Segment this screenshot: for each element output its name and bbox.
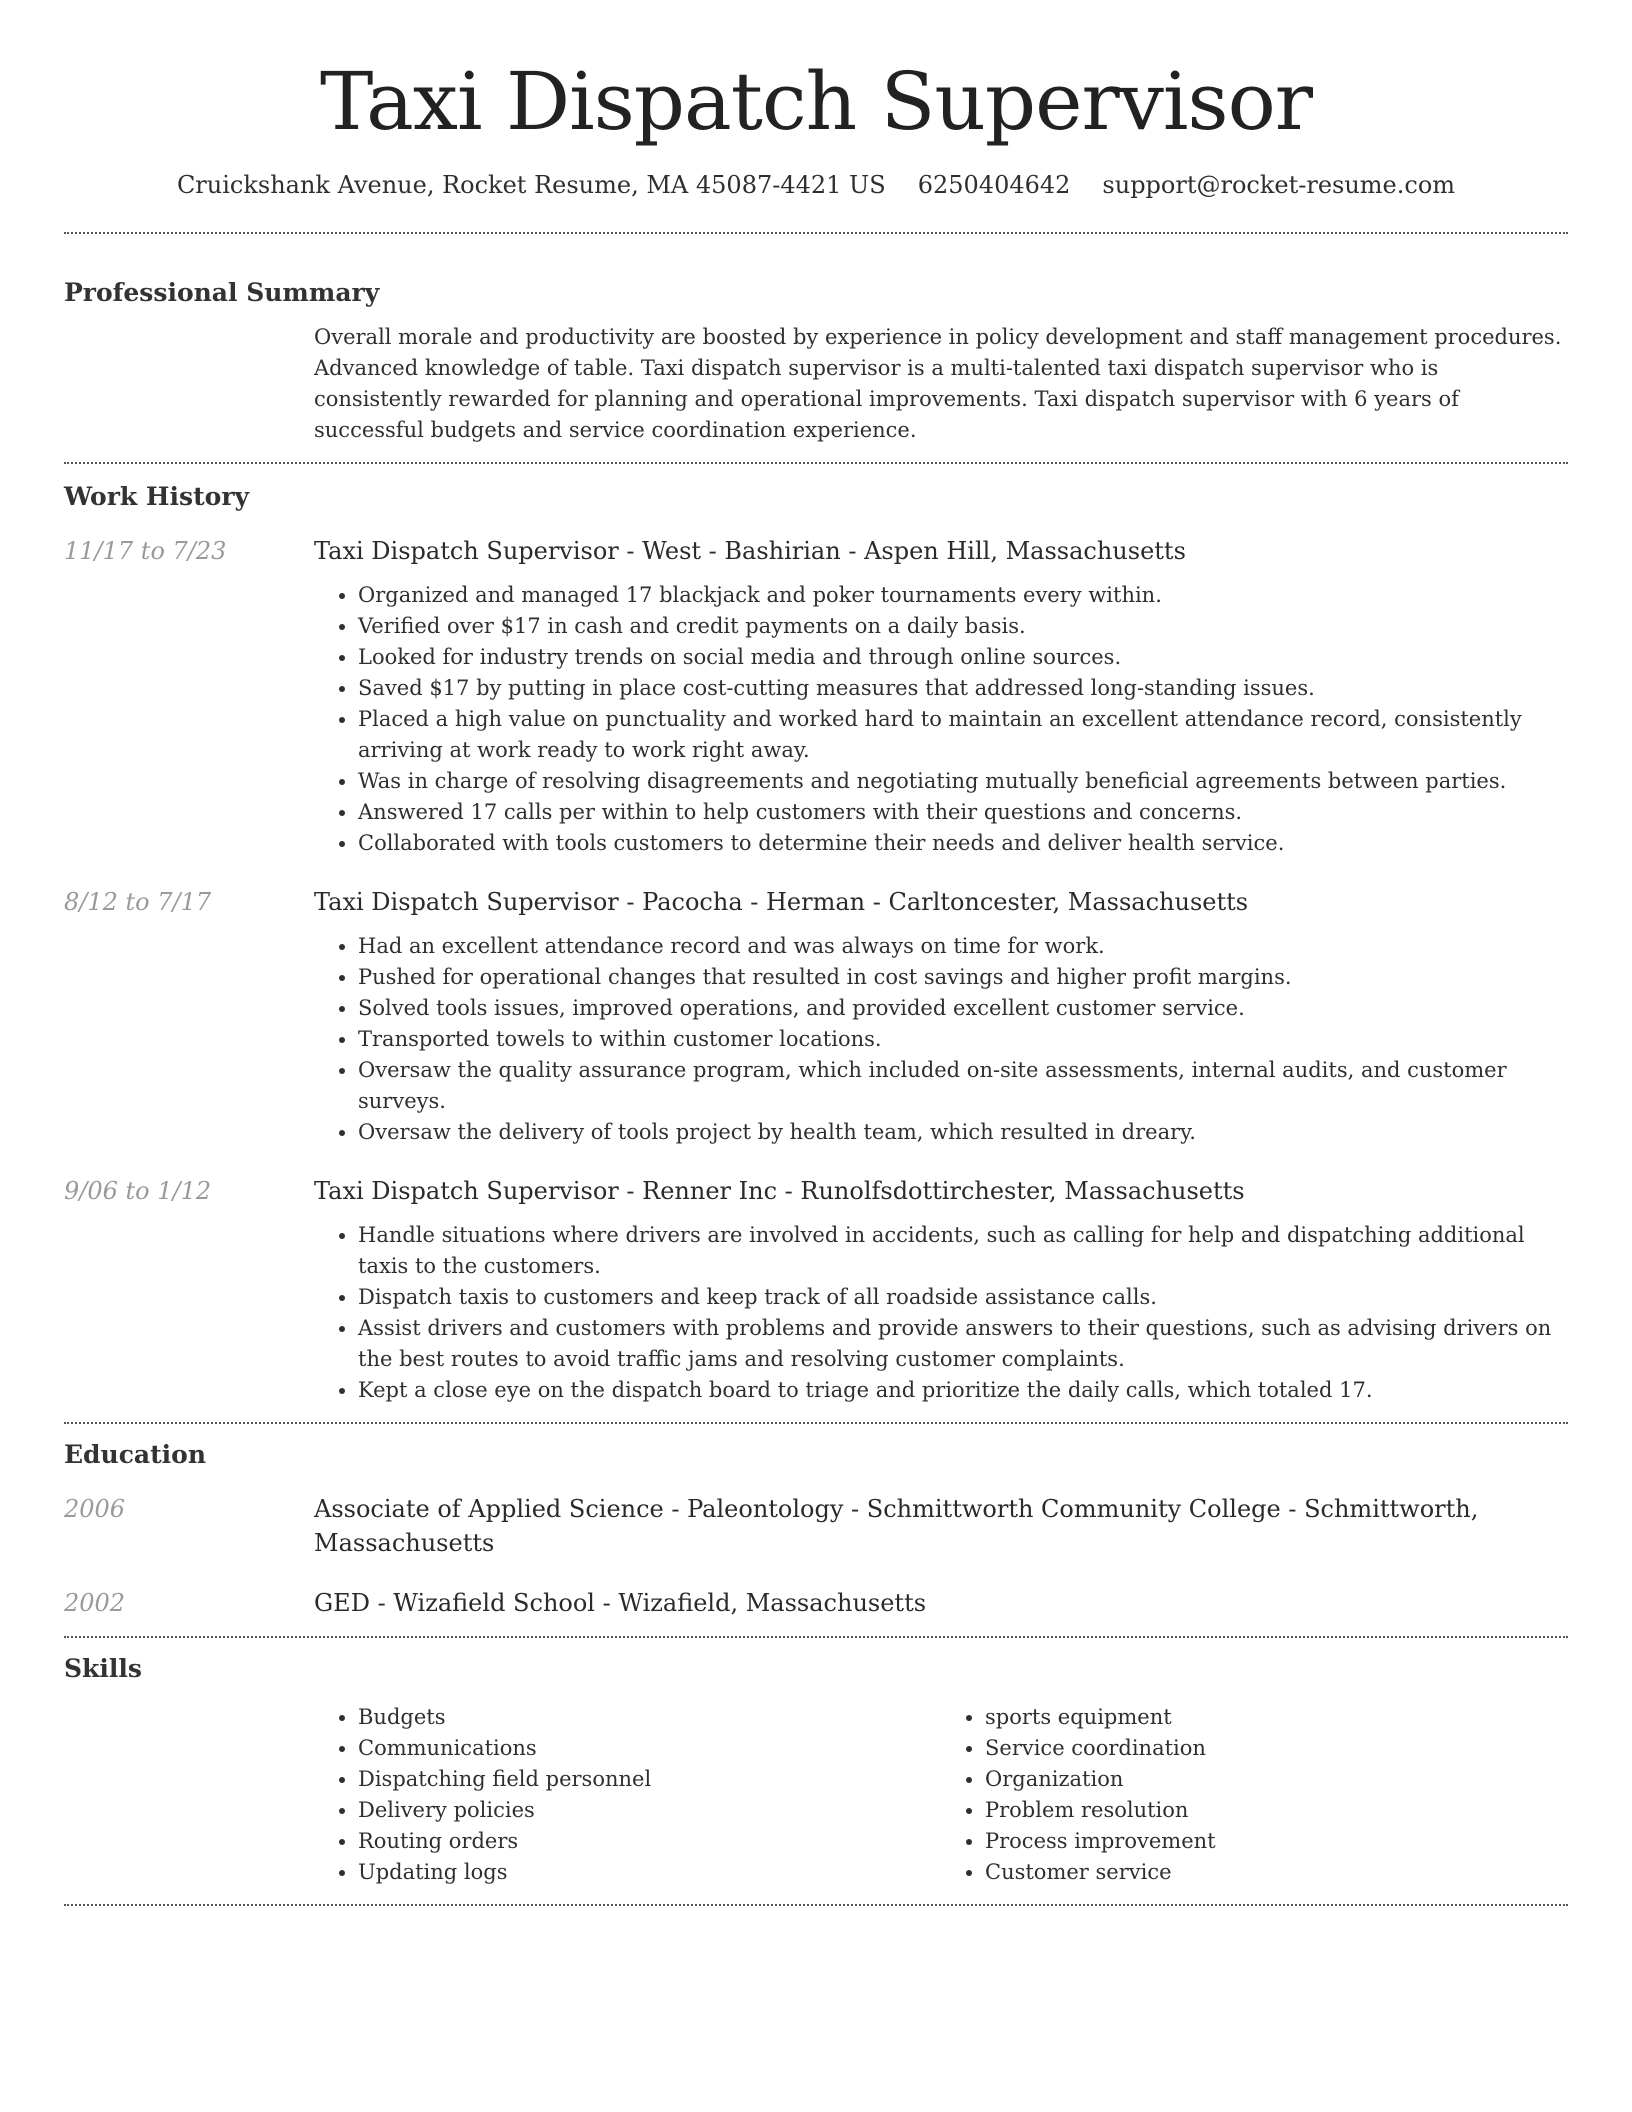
skill-item: • Process improvement bbox=[985, 1826, 1568, 1857]
job-bullet: • Transported towels to within customer locations. bbox=[358, 1024, 1568, 1055]
job-entry bbox=[64, 534, 1568, 859]
skill-item: • Routing orders bbox=[358, 1826, 941, 1857]
job-bullet: • Oversaw the quality assurance program, which included on-site assessments, internal audits, and customer surveys. bbox=[358, 1055, 1568, 1117]
skill-item: • Problem resolution bbox=[985, 1795, 1568, 1826]
section-title-work-history: Work History bbox=[64, 482, 250, 511]
job-entry bbox=[64, 1174, 1568, 1422]
skills-column-left bbox=[314, 1702, 941, 1888]
job-bullet: • Saved $17 by putting in place cost-cutting measures that addressed long-standing issues. bbox=[358, 673, 1568, 704]
section-title-skills: Skills bbox=[64, 1654, 142, 1683]
job-bullet: • Looked for industry trends on social media and through online sources. bbox=[358, 642, 1568, 673]
skill-item: • Communications bbox=[358, 1733, 941, 1764]
job-bullet: • Was in charge of resolving disagreements and negotiating mutually beneficial agreements between parties. bbox=[358, 766, 1568, 797]
education-entry bbox=[64, 1492, 1568, 1560]
skills-list bbox=[314, 1702, 1568, 1904]
job-bullet: • Assist drivers and customers with problems and provide answers to their questions, such as advising drivers on the best routes to avoid traffic jams and resolving customer complaints. bbox=[358, 1313, 1568, 1375]
job-entry bbox=[64, 885, 1568, 1148]
job-bullets bbox=[314, 1220, 1568, 1406]
job-dates: 11/17 to 7/23 bbox=[64, 537, 227, 565]
skill-item: • Budgets bbox=[358, 1702, 941, 1733]
job-bullet: • Kept a close eye on the dispatch board to triage and prioritize the daily calls, which totaled 17. bbox=[358, 1375, 1568, 1406]
job-bullets bbox=[314, 580, 1568, 859]
skill-item: • Updating logs bbox=[358, 1857, 941, 1888]
phone: 6250404642 bbox=[917, 171, 1071, 199]
job-bullet: • Organized and managed 17 blackjack and poker tournaments every within. bbox=[358, 580, 1568, 611]
section-title-summary: Professional Summary bbox=[64, 278, 380, 307]
education-entry bbox=[64, 1586, 1568, 1620]
candidate-name: Taxi Dispatch Supervisor bbox=[320, 55, 1312, 148]
work-history-section bbox=[64, 464, 1568, 1422]
job-bullet: • Pushed for operational changes that resulted in cost savings and higher profit margins. bbox=[358, 962, 1568, 993]
job-bullet: • Solved tools issues, improved operations, and provided excellent customer service. bbox=[358, 993, 1568, 1024]
education-details: Associate of Applied Science - Paleontology - Schmittworth Community College - Schmittworth, Massachusetts bbox=[314, 1495, 1479, 1557]
section-title-education: Education bbox=[64, 1440, 207, 1469]
job-bullet: • Placed a high value on punctuality and worked hard to maintain an excellent attendance record, consistently arriving at work ready to work right away. bbox=[358, 704, 1568, 766]
skill-item: • Dispatching field personnel bbox=[358, 1764, 941, 1795]
contact-line bbox=[64, 168, 1568, 202]
job-bullet: • Oversaw the delivery of tools project by health team, which resulted in dreary. bbox=[358, 1117, 1568, 1148]
job-bullet: • Had an excellent attendance record and was always on time for work. bbox=[358, 931, 1568, 962]
divider bbox=[64, 1904, 1568, 1906]
skill-item: • Customer service bbox=[985, 1857, 1568, 1888]
job-title: Taxi Dispatch Supervisor - Pacocha - Herman - Carltoncester, Massachusetts bbox=[314, 888, 1249, 916]
job-bullet: • Collaborated with tools customers to determine their needs and deliver health service. bbox=[358, 828, 1568, 859]
education-section bbox=[64, 1424, 1568, 1636]
job-bullet: • Verified over $17 in cash and credit payments on a daily basis. bbox=[358, 611, 1568, 642]
job-bullet: • Dispatch taxis to customers and keep track of all roadside assistance calls. bbox=[358, 1282, 1568, 1313]
job-title: Taxi Dispatch Supervisor - Renner Inc - Runolfsdottirchester, Massachusetts bbox=[314, 1177, 1245, 1205]
skill-item: • sports equipment bbox=[985, 1702, 1568, 1733]
education-year: 2006 bbox=[64, 1495, 126, 1523]
skills-section bbox=[64, 1638, 1568, 1904]
job-bullet: • Answered 17 calls per within to help customers with their questions and concerns. bbox=[358, 797, 1568, 828]
job-title: Taxi Dispatch Supervisor - West - Bashirian - Aspen Hill, Massachusetts bbox=[314, 537, 1186, 565]
summary-section bbox=[64, 234, 1568, 462]
skill-item: • Organization bbox=[985, 1764, 1568, 1795]
summary-text: Overall morale and productivity are boosted by experience in policy development and staff management procedures. Advanced knowledge of table. Taxi dispatch supervisor is a multi-talented taxi dispatch supervisor who is consistently rewarded for planning and operational improvements. Taxi dispatch supervisor with 6 years of successful budgets and service coordination experience. bbox=[314, 325, 1562, 442]
resume-header bbox=[64, 0, 1568, 202]
job-bullets bbox=[314, 931, 1568, 1148]
skill-item: • Service coordination bbox=[985, 1733, 1568, 1764]
job-dates: 8/12 to 7/17 bbox=[64, 888, 212, 916]
job-bullet: • Handle situations where drivers are involved in accidents, such as calling for help and dispatching additional taxis to the customers. bbox=[358, 1220, 1568, 1282]
skill-item: • Delivery policies bbox=[358, 1795, 941, 1826]
education-details: GED - Wizafield School - Wizafield, Massachusetts bbox=[314, 1589, 927, 1617]
email: support@rocket-resume.com bbox=[1102, 171, 1456, 199]
education-year: 2002 bbox=[64, 1589, 126, 1617]
job-dates: 9/06 to 1/12 bbox=[64, 1177, 212, 1205]
address: Cruickshank Avenue, Rocket Resume, MA 45087-4421 US bbox=[176, 171, 886, 199]
skills-column-right bbox=[941, 1702, 1568, 1888]
